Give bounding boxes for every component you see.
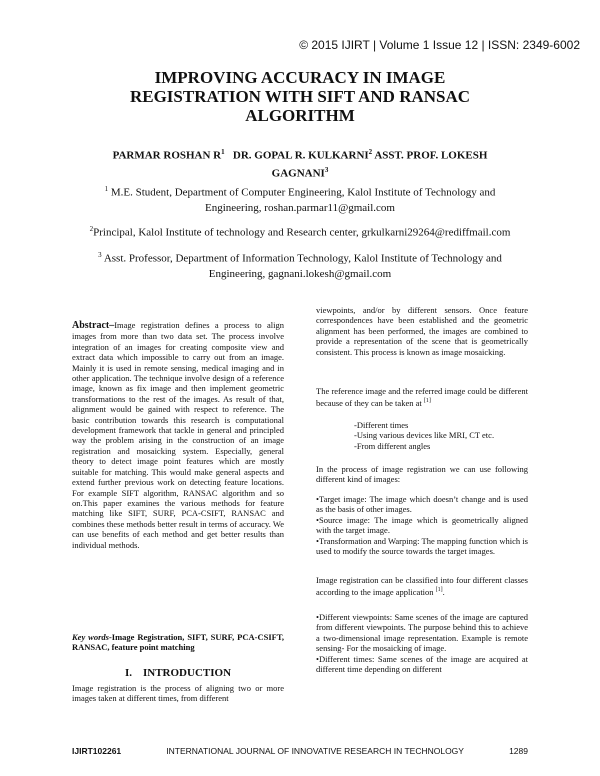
paper-id: IJIRT102261 — [72, 746, 122, 756]
title-line-2: REGISTRATION WITH SIFT AND RANSAC — [129, 87, 471, 106]
affiliation-1: $^1$ M.E. Student, Department of Computer Engineering, Kalol Institute of Technology and Engineering, roshan.parmar11@gmail.com — [104, 185, 496, 214]
journal-header: © 2015 IJIRT | Volume 1 Issue 12 | ISSN: 2349-6002 — [299, 38, 580, 52]
right-paragraph-4: Image registration can be classified into four different classes according to the image application [1]. — [316, 575, 528, 598]
page-footer — [72, 746, 528, 756]
right-paragraph-2: The reference image and the referred image could be different because of they can be taken at [1] — [316, 386, 528, 409]
paper-title — [60, 68, 540, 125]
list-item: •Transformation and Warping: The mapping function which is used to modify the source towards the target images. — [316, 535, 528, 557]
title-line-3: ALGORITHM — [245, 106, 355, 125]
abstract-text: Image registration defines a process to align images from more than two data set. The process involve integration of an images for creating composite view and extract data which impossible to carry out from an image. Mainly it is used in remote sensing, medical imaging and in other application. The technique involve design of a reference image, known as fix image and then implement geometric transformations to the rest of the images. As result of that, alignment would be gained with respect to reference. The basic contribution towards this research is computational development framework that tackle in general and principled way the problem arising in the construction of an image registration and mosaicking system. Especially, general theory to detect image point features which are mostly suitable for matching. This would make general aspects and extend further previous work on detecting feature locations. For example SIFT algorithm, RANSAC algorithm and so on.This paper examines the various methods for feature matching like SIFT, SURF, PCA-CSIFT, RANSAC and combines these methods better result in terms of accuracy. We can use benefits of each method and get better results than individual methods. — [72, 320, 284, 550]
author-list: PARMAR ROSHAN $R^1$ DR. GOPAL R. KULKARNI$^2$ ASST. PROF. LOKESH GAGNANI$^3$ — [112, 148, 488, 180]
abstract — [72, 320, 284, 550]
right-paragraph-1: viewpoints, and/or by different sensors. Once feature correspondences have been established and the geometric alignment has been performed, the images are combined to provide a representation of the scene that is geometrically consistent. This process is known as image mosaicking. — [316, 305, 528, 357]
intro-paragraph: Image registration is the process of aligning two or more images taken at different times, from different — [72, 683, 284, 704]
right-paragraph-3: In the process of image registration we can use following different kind of images: — [316, 464, 528, 485]
list-item: -Using various devices like MRI, CT etc. — [354, 430, 495, 441]
list-item: •Source image: The image which is geometrically aligned with the target image. — [316, 514, 528, 536]
journal-name: INTERNATIONAL JOURNAL OF INNOVATIVE RESEARCH IN TECHNOLOGY — [166, 746, 464, 756]
author-1: PARMAR ROSHAN R — [112, 149, 222, 162]
difference-list — [316, 420, 528, 451]
author-2: DR. GOPAL R. KULKARNI — [232, 149, 369, 162]
page-number: 1289 — [509, 746, 528, 756]
author-3: ASST. PROF. LOKESH — [374, 149, 488, 162]
classes-list — [316, 612, 528, 674]
title-line-1: IMPROVING ACCURACY IN IMAGE — [154, 68, 446, 87]
keywords-label: Key words- — [72, 632, 112, 642]
affiliation-3: $^3$ Asst. Professor, Department of Information Technology, Kalol Institute of Technology and Engineering, gagnani.lokesh@gmail.com — [98, 251, 502, 280]
keywords — [72, 632, 284, 653]
image-kinds-list — [316, 494, 528, 556]
list-item: •Different times: Same scenes of the image are acquired at different time depending on different — [316, 653, 528, 675]
list-item: -Different times — [354, 420, 409, 430]
list-item: •Target image: The image which doesn’t change and is used as the basis of other images. — [316, 494, 528, 515]
affiliation-2: $^2$Principal, Kalol Institute of technology and Research center, grkulkarni29264@rediffmail.com — [89, 225, 511, 239]
section-heading-introduction: I. INTRODUCTION — [124, 667, 232, 679]
abstract-label: Abstract– — [72, 320, 115, 331]
list-item: •Different viewpoints: Same scenes of the image are captured from different viewpoints. The purpose behind this to achieve a two-dimensional image representation. Example is remote sensing- For the mosaicking of image. — [316, 612, 528, 654]
list-item: -From different angles — [354, 440, 431, 451]
keywords-text: Image Registration, SIFT, SURF, PCA-CSIFT, RANSAC, feature point matching — [72, 632, 284, 653]
